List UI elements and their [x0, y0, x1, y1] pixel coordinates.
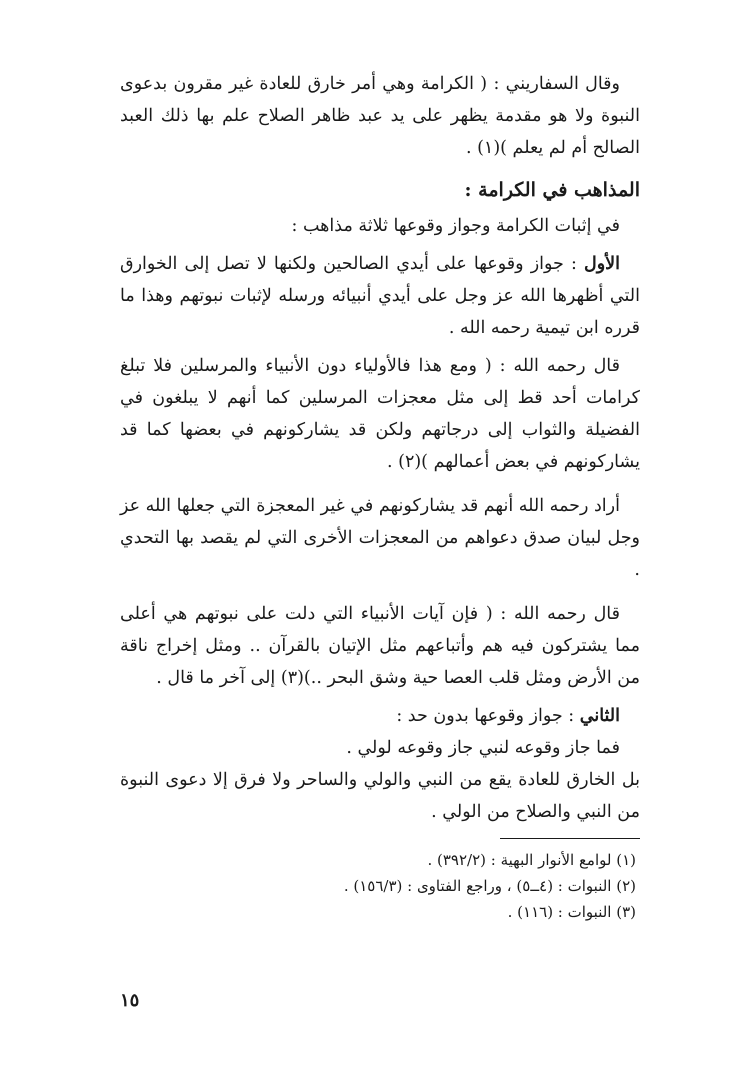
footnote-3: (٣) النبوات : (١١٦) . [507, 903, 636, 921]
footnote-2: (٢) النبوات : (٤ــ٥) ، وراجع الفتاوى : (١٥٦/٣) . [343, 877, 636, 895]
second-school-label: الثاني [579, 706, 620, 726]
footnote-1: (١) لوامع الأنوار البهية : (٣٩٢/٢) . [427, 851, 636, 869]
paragraph-second-school [120, 700, 640, 732]
page-content [120, 68, 640, 925]
first-school-text: : جواز وقوعها على أيدي الصالحين ولكنها لا تصل إلى الخوارق التي أظهرها الله عز وجل على أيدي أنبيائه ورسله لإثبات نبوتهم وهذا ما قرره ابن تيمية رحمه الله . [120, 254, 640, 338]
section-heading: المذاهب في الكرامة : [464, 179, 640, 201]
paragraph-ibn-taymiyya-quote: قال رحمه الله : ( ومع هذا فالأولياء دون الأنبياء والمرسلين فلا تبلغ كرامات أحد قط إلى مثل معجزات المرسلين كما أنهم لا يبلغون في الفضيلة والثواب إلى درجاتهم ولكن قد يشاركونهم في بعضها كما قد يشاركونهم في بعض أعمالهم )(٢) . [120, 356, 640, 472]
paragraph-extraordinary: بل الخارق للعادة يقع من النبي والولي والساحر ولا فرق إلا دعوى النبوة من النبي والصلاح من الولي . [120, 770, 640, 822]
paragraph-explanation: أراد رحمه الله أنهم قد يشاركونهم في غير المعجزة التي جعلها الله عز وجل لبيان صدق دعواهم من المعجزات الأخرى التي لم يقصد بها التحدي . [120, 496, 640, 580]
paragraph-saint-permitted: فما جاز وقوعه لنبي جاز وقوعه لولي . [346, 738, 620, 758]
paragraph-safarini-quote: وقال السفاريني : ( الكرامة وهي أمر خارق للعادة غير مقرون بدعوى النبوة ولا هو مقدمة يظهر على يد عبد ظاهر الصلاح علم بها ذلك العبد الصالح أم لم يعلم )(١) . [120, 74, 640, 158]
paragraph-intro-schools: في إثبات الكرامة وجواز وقوعها ثلاثة مذاهب : [291, 216, 620, 236]
first-school-label: الأول [583, 254, 620, 274]
paragraph-prophets-signs-quote: قال رحمه الله : ( فإن آيات الأنبياء التي دلت على نبوتهم هي أعلى مما يشتركون فيه هم وأتباعهم مثل الإتيان بالقرآن .. ومثل إخراج ناقة من الأرض ومثل قلب العصا حية وشق البحر ..)(٣) إلى آخر ما قال . [120, 604, 640, 688]
paragraph-first-school [120, 248, 640, 344]
page-number: ١٥ [120, 990, 140, 1011]
second-school-text: : جواز وقوعها بدون حد : [396, 706, 580, 726]
footnote-divider [500, 838, 640, 839]
